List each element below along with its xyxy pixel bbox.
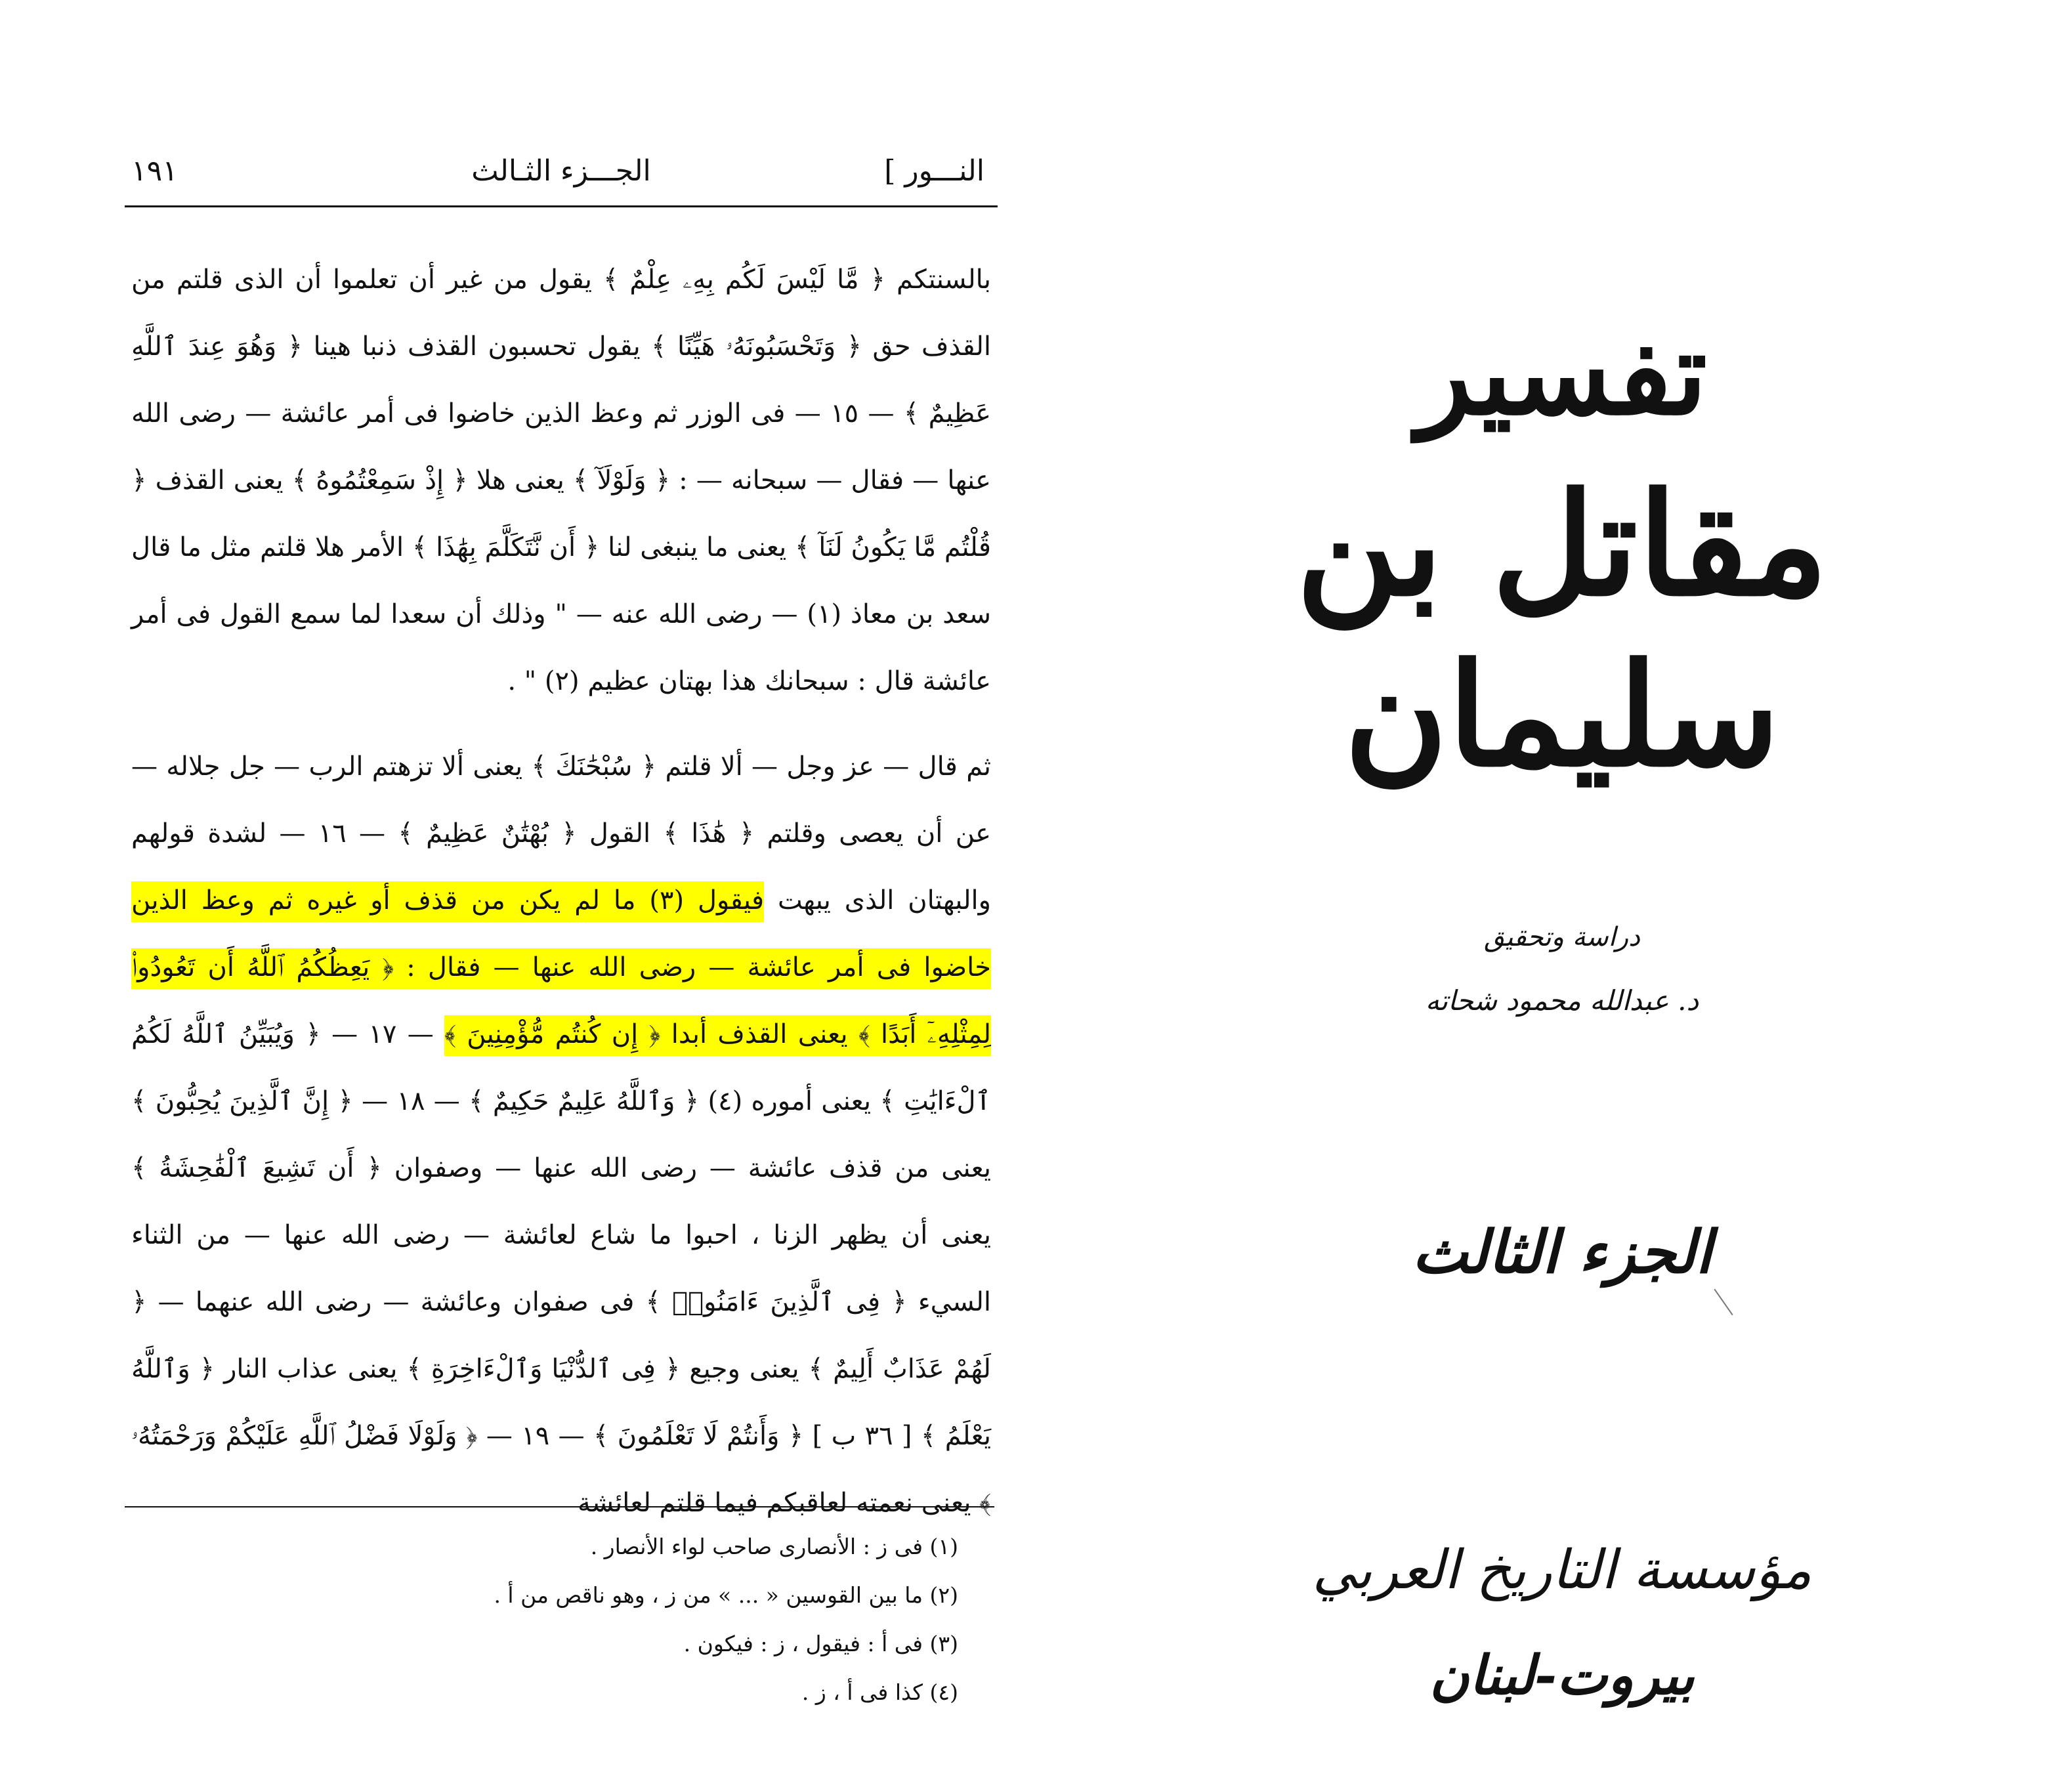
paragraph-2 (131, 733, 991, 1536)
paragraph-1 (131, 246, 991, 715)
paragraph-text: — ١٧ — ﴿ وَيُبَيِّنُ ٱللَّهُ لَكُمُ ٱلْءَايَٰتِ ﴾ يعنى أموره (٤) ﴿ وَٱللَّهُ عَلِيمٌ حَكِيمٌ ﴾ — ١٨ — ﴿ إِنَّ ٱلَّذِينَ يُحِبُّونَ ﴾ يعنى من قذف عائشة — رضى الله عنها — وصفوان ﴿ أَن تَشِيعَ ٱلْفَٰحِشَةُ ﴾ يعنى أن يظهر الزنا ، احبوا ما شاع لعائشة — رضى الله عنها — من الثناء السيء ﴿ فِى ٱلَّذِينَ ءَامَنُوا۟ ﴾ فى صفوان وعائشة — رضى الله عنهما — ﴿ لَهُمْ عَذَابٌ أَلِيمٌ ﴾ يعنى وجيع ﴿ فِى ٱلدُّنْيَا وَٱلْءَاخِرَةِ ﴾ يعنى عذاب النار ﴿ وَٱللَّهُ يَعْلَمُ ﴾ [ ٣٦ ب ] ﴿ وَأَنتُمْ لَا تَعْلَمُونَ ﴾ — ١٩ — ﴿ وَلَوْلَا فَضْلُ ٱللَّهِ عَلَيْكُمْ وَرَحْمَتُهُۥ ﴾ يعنى نعمته لعاقبكم فيما قلتم لعائشة (131, 1019, 991, 1518)
footnote-3: (٣) فى أ : فيقول ، ز : فيكون . (683, 1631, 958, 1656)
footnote-4: (٤) كذا فى أ ، ز . (801, 1679, 958, 1705)
title-page (1076, 0, 2048, 1791)
publisher-city: بيروت-لبنان (1429, 1644, 1695, 1707)
volume-label: الجزء الثالث (1412, 1217, 1712, 1287)
footnote-1: (١) فى ز : الأنصارى صاحب لواء الأنصار . (590, 1534, 958, 1559)
part-label: الجـــزء الثـالث (471, 154, 651, 188)
body-text (131, 246, 991, 1555)
footnote-rule (125, 1506, 994, 1507)
surah-name: النـــور ] (884, 154, 984, 188)
running-head (125, 154, 998, 200)
study-label: دراسة وتحقيق (1484, 922, 1640, 952)
editor-name: د. عبدالله محمود شحاته (1425, 984, 1699, 1017)
publisher-name: مؤسسة التاريخ العربي (1312, 1539, 1812, 1601)
text-page (125, 141, 998, 1716)
paragraph-text: ثم قال — عز وجل — ألا قلتم ﴿ سُبْحَٰنَكَ ﴾ يعنى ألا تزهتم الرب — جل جلاله — عن أن يعصى وقلتم ﴿ هَٰذَا ﴾ القول ﴿ بُهْتَٰنٌ عَظِيمٌ ﴾ — ١٦ — لشدة قولهم والبهتان الذى يبهت (131, 751, 992, 916)
highlighted-passage: فيقول (٣) ما لم يكن من قذف أو غيره ثم وعظ الذين خاضوا فى أمر عائشة — رضى الله عنها — فقال : ﴿ يَعِظُكُمُ ٱللَّهُ أَن تَعُودُوا۟ لِمِثْلِهِۦٓ أَبَدًا ﴾ يعنى القذف أبدا ﴿ إِن كُنتُم مُّؤْمِنِينَ ﴾ (131, 881, 991, 1056)
book-title: تفسير (1416, 306, 1708, 441)
header-rule (125, 205, 998, 207)
page-number: ١٩١ (131, 154, 178, 188)
footnote-2: (٢) ما بين القوسين « ... » من ز ، وهو ناقص من أ . (494, 1582, 958, 1608)
footnotes (236, 1523, 958, 1717)
paragraph-text: بالسنتكم ﴿ مَّا لَيْسَ لَكُم بِهِۦ عِلْمٌ ﴾ يقول من غير أن تعلموا أن الذى قلتم من القذف حق ﴿ وَتَحْسَبُونَهُۥ هَيِّنًا ﴾ يقول تحسبون القذف ذنبا هينا ﴿ وَهُوَ عِندَ ٱللَّهِ عَظِيمٌ ﴾ — ١٥ — فى الوزر ثم وعظ الذين خاضوا فى أمر عائشة — رضى الله عنها — فقال — سبحانه — : ﴿ وَلَوْلَآ ﴾ يعنى هلا ﴿ إِذْ سَمِعْتُمُوهُ ﴾ يعنى القذف ﴿ قُلْتُم مَّا يَكُونُ لَنَآ ﴾ يعنى ما ينبغى لنا ﴿ أَن نَّتَكَلَّمَ بِهَٰذَا ﴾ الأمر هلا قلتم مثل ما قال سعد بن معاذ (١) — رضى الله عنه — " وذلك أن سعدا لما سمع القول فى أمر عائشة قال : سبحانك هذا بهتان عظيم (٢) " . (131, 264, 992, 696)
book-author: مقاتل بن سليمان (1296, 461, 1829, 798)
